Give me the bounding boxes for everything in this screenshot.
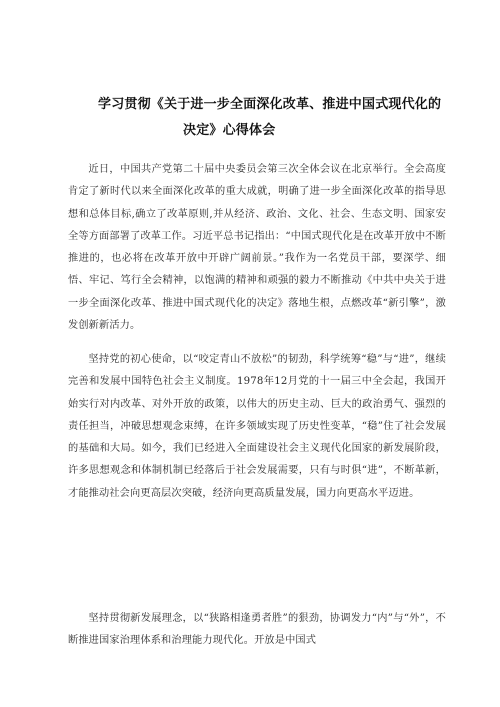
document-title-line-1: 学习贯彻《关于进一步全面深化改革、推进中国式现代化的: [98, 97, 442, 112]
document-title-line-2: 决定》心得体会: [183, 123, 276, 138]
paragraph-3: 坚持贯彻新发展理念，以“狭路相逢勇者胜”的狠劲，协调发力“内”与“外”，不断推进国家治理体系和治理能力现代化。开放是中国式: [68, 613, 446, 647]
paragraph-2: 坚持党的初心使命，以“咬定青山不放松”的韧劲，科学统筹“稳”与“进”，继续完善和发展中国特色社会主义制度。1978年12月党的十一届三中全会起，我国开始实行对内改革、对外开放的政策，以伟大的历史主动、巨大的政治勇气、强烈的责任担当，冲破思想观念束缚，在许多领域实现了历史性变革，“稳”住了社会发展的基础和大局。如今，我们已经进入全面建设社会主义现代化国家的新发展阶段，许多思想观念和体制机制已经落后于社会发展需要，只有与时俱“进”，不断革新，才能推动社会向更高层次突破，经济向更高质量发展，国力向更高水平迈进。: [68, 354, 446, 499]
paragraph-1: 近日，中国共产党第二十届中央委员会第三次全体会议在北京举行。全会高度肯定了新时代以来全面深化改革的重大成就，明确了进一步全面深化改革的指导思想和总体目标,确立了改革原则,并从经济、政治、文化、社会、生态文明、国家安全等方面部署了改革工作。习近平总书记指出：“中国式现代化是在改革开放中不断推进的，也必将在改革开放中开辟广阔前景。”我作为一名党员干部，要深学、细悟、牢记、笃行全会精神，以饱满的精神和顽强的毅力不断推动《中共中央关于进一步全面深化改革、推进中国式现代化的决定》落地生根，点燃改革“新引擎”，激发创新新活力。: [68, 164, 446, 332]
